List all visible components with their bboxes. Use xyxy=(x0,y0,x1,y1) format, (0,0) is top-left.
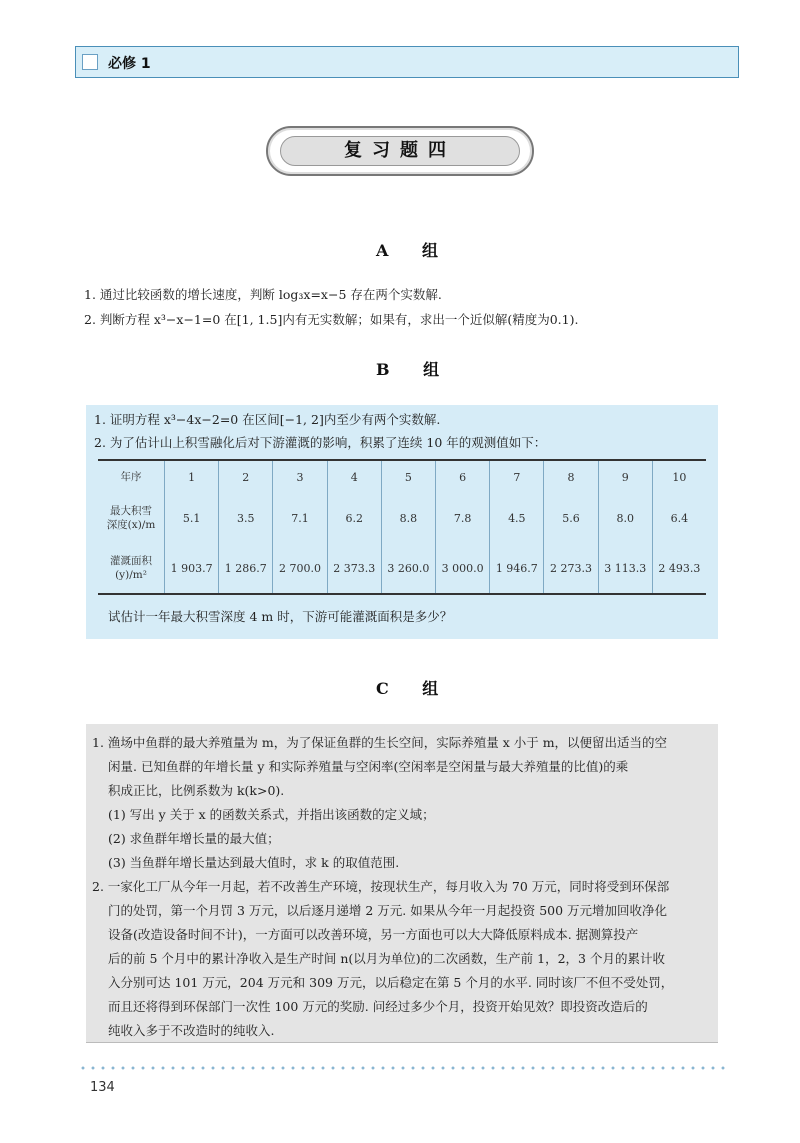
table-cell: 5.6 xyxy=(544,493,598,543)
table-cell: 6.2 xyxy=(327,493,381,543)
table-cell: 1 xyxy=(165,460,219,493)
depth-label-line-1: 最大积雪 xyxy=(110,505,152,517)
table-cell: 7.8 xyxy=(436,493,490,543)
table-cell: 2 xyxy=(219,460,273,493)
table-cell: 1 286.7 xyxy=(219,543,273,594)
group-a-question-1: 1. 通过比较函数的增长速度，判断 log₃x=x−5 存在两个实数解. xyxy=(84,287,442,302)
group-b-question-2-followup: 试估计一年最大积雪深度 4 m 时，下游可能灌溉面积是多少？ xyxy=(108,609,453,624)
table-cell: 2 700.0 xyxy=(273,543,327,594)
group-b-heading: B 组 xyxy=(376,360,454,379)
table-row xyxy=(98,493,706,543)
table-cell: 5.1 xyxy=(165,493,219,543)
chapter-header-bar xyxy=(75,46,739,78)
group-b-question-1: 1. 证明方程 x³−4x−2=0 在区间[−1, 2]内至少有两个实数解. xyxy=(94,412,441,427)
table-cell: 8.8 xyxy=(381,493,435,543)
group-c-box xyxy=(86,724,718,1043)
group-c-q2-line: 门的处罚，第一个月罚 3 万元，以后逐月递增 2 万元. 如果从今年一月起投资 500 万元增加回收净化 xyxy=(108,903,668,918)
table-cell: 2 273.3 xyxy=(544,543,598,594)
table-cell: 7 xyxy=(490,460,544,493)
table-cell: 4 xyxy=(327,460,381,493)
group-c-q1-sub: (1) 写出 y 关于 x 的函数关系式，并指出该函数的定义域； xyxy=(108,807,435,822)
table-cell: 4.5 xyxy=(490,493,544,543)
group-c-q2-line: 设备(改造设备时间不计)，一方面可以改善环境，另一方面也可以大大降低原料成本. 据测算投产 xyxy=(108,927,639,942)
group-c-q2-line: 2. 一家化工厂从今年一月起，若不改善生产环境，按现状生产，每月收入为 70 万元，同时将受到环保部 xyxy=(92,879,670,894)
table-cell: 2 493.3 xyxy=(652,543,706,594)
table-cell: 2 373.3 xyxy=(327,543,381,594)
table-cell: 10 xyxy=(652,460,706,493)
observation-table xyxy=(98,459,706,595)
table-row xyxy=(98,460,706,493)
group-c-q1-line: 1. 渔场中鱼群的最大养殖量为 m，为了保证鱼群的生长空间，实际养殖量 x 小于 m，以便留出适当的空 xyxy=(92,735,668,750)
page-number: 134 xyxy=(90,1080,115,1095)
group-c-q1-sub: (2) 求鱼群年增长量的最大值； xyxy=(108,831,280,846)
table-cell: 3 260.0 xyxy=(381,543,435,594)
footer-dotted-divider xyxy=(78,1066,728,1070)
chapter-label: 必修 1 xyxy=(108,56,151,72)
table-cell: 5 xyxy=(381,460,435,493)
table-cell: 3.5 xyxy=(219,493,273,543)
depth-label-line-2: 深度(x)/m xyxy=(106,519,156,531)
table-cell: 8 xyxy=(544,460,598,493)
table-row xyxy=(98,543,706,594)
table-cell: 7.1 xyxy=(273,493,327,543)
table-header-depth xyxy=(98,493,165,543)
group-c-q2-line: 入分别可达 101 万元，204 万元和 309 万元，以后稳定在第 5 个月的水平. 同时该厂不但不受处罚， xyxy=(108,975,674,990)
table-cell: 9 xyxy=(598,460,652,493)
table-cell: 3 113.3 xyxy=(598,543,652,594)
group-c-q1-sub: (3) 当鱼群年增长量达到最大值时，求 k 的取值范围. xyxy=(108,855,400,870)
area-label-line-2: (y)/m² xyxy=(115,569,147,581)
group-c-q1-line: 积成正比，比例系数为 k(k>0). xyxy=(108,783,285,798)
page-title: 复习题四 xyxy=(280,136,520,166)
group-a-heading: A 组 xyxy=(376,241,452,260)
table-cell: 6 xyxy=(436,460,490,493)
group-c-q1-line: 闲量. 已知鱼群的年增长量 y 和实际养殖量与空闲率(空闲率是空闲量与最大养殖量的比值)的乘 xyxy=(108,759,629,774)
group-b-question-2: 2. 为了估计山上积雪融化后对下游灌溉的影响，积累了连续 10 年的观测值如下： xyxy=(94,435,547,450)
group-b-box xyxy=(86,405,718,639)
group-c-q2-line: 而且还将得到环保部门一次性 100 万元的奖励. 问经过多少个月，投资开始见效？即投资改造后的 xyxy=(108,999,648,1014)
table-header-area xyxy=(98,543,165,594)
table-cell: 1 946.7 xyxy=(490,543,544,594)
title-frame xyxy=(266,126,534,176)
square-icon xyxy=(82,54,98,70)
group-c-q2-line: 纯收入多于不改造时的纯收入. xyxy=(108,1023,275,1038)
table-cell: 6.4 xyxy=(652,493,706,543)
area-label-line-1: 灌溉面积 xyxy=(110,555,152,567)
table-cell: 3 xyxy=(273,460,327,493)
group-a-question-2: 2. 判断方程 x³−x−1=0 在[1, 1.5]内有无实数解；如果有，求出一个近似解(精度为0.1). xyxy=(84,312,579,327)
table-cell: 8.0 xyxy=(598,493,652,543)
table-cell: 3 000.0 xyxy=(436,543,490,594)
group-c-heading: C 组 xyxy=(376,679,453,698)
group-c-q2-line: 后的前 5 个月中的累计净收入是生产时间 n(以月为单位)的二次函数，生产前 1，2，3 个月的累计收 xyxy=(108,951,665,966)
table-header-year: 年序 xyxy=(98,460,165,493)
table-cell: 1 903.7 xyxy=(165,543,219,594)
